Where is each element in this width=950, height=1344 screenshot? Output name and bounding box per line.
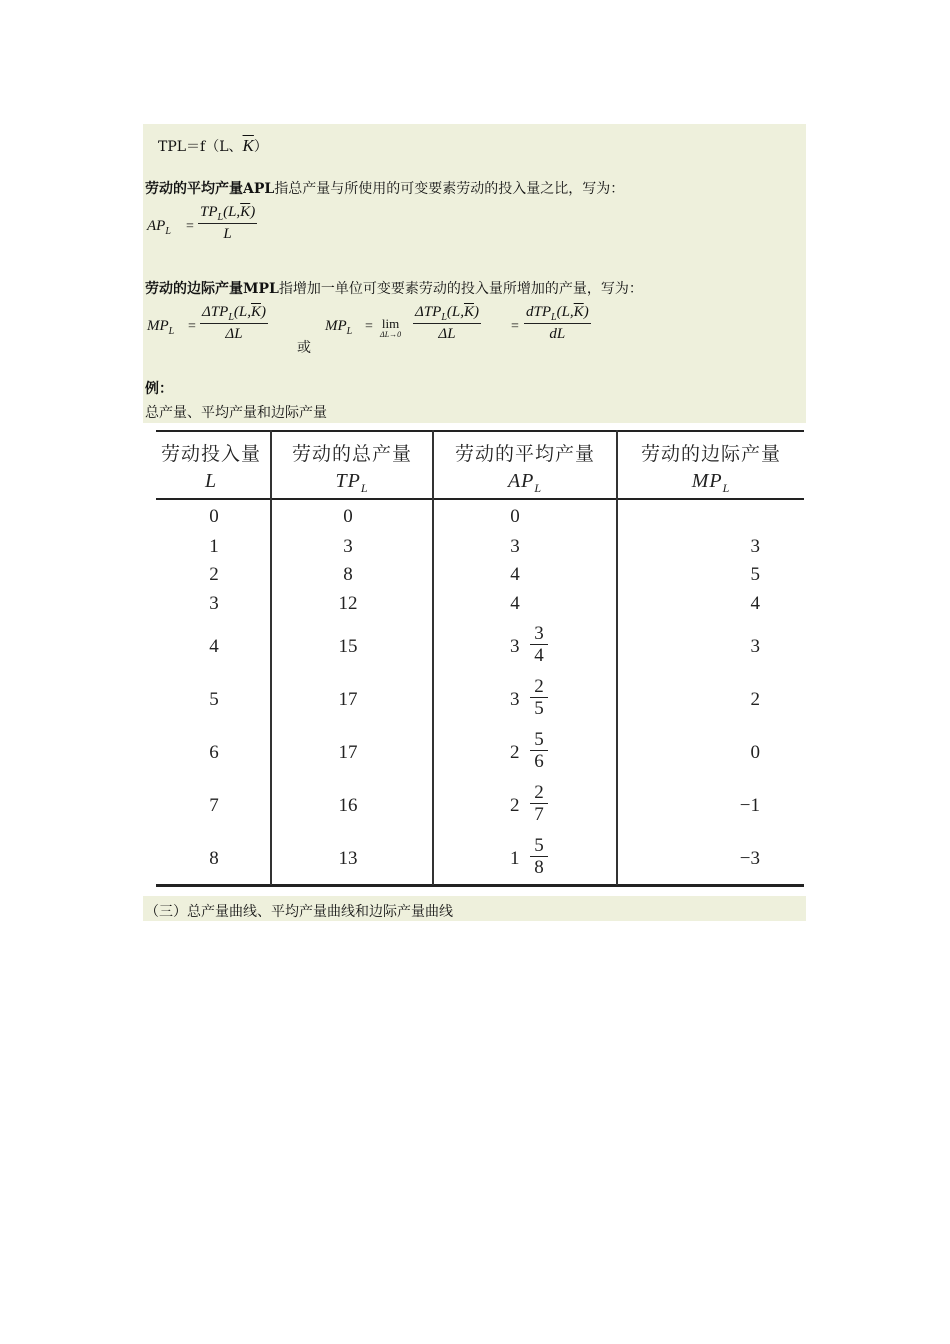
cell-ap-mixed-fraction: 3 3 4 bbox=[510, 624, 554, 670]
cell-mp: 3 bbox=[750, 536, 760, 557]
apl-fraction: $TP_L(L,\overline{K})$ L bbox=[200, 204, 256, 242]
cell-l: 2 bbox=[209, 564, 219, 585]
cell-ap: 4 bbox=[510, 564, 520, 585]
mpl-fraction: $\Delta TP_L(L,\overline{K})$ ΔL bbox=[202, 304, 266, 342]
cell-tp: 15 bbox=[338, 636, 358, 657]
cell-tp: 8 bbox=[343, 564, 353, 585]
cell-ap-mixed-fraction: 3 2 5 bbox=[510, 677, 554, 723]
apl-definition: 劳动的平均产量APL指总产量与所使用的可变要素劳动的投入量之比，写为： bbox=[145, 181, 625, 197]
cell-tp: 3 bbox=[343, 536, 353, 557]
equals-sign: = bbox=[365, 319, 373, 334]
cell-l: 1 bbox=[209, 536, 219, 557]
cell-ap-mixed-fraction: 1 5 8 bbox=[510, 836, 554, 882]
apl-formula-lhs: $AP_L$ bbox=[147, 218, 171, 237]
cell-mp: 0 bbox=[750, 742, 760, 763]
table-top-rule bbox=[156, 430, 804, 432]
table-caption: 总产量、平均产量和边际产量 bbox=[145, 405, 327, 421]
example-label: 例： bbox=[145, 381, 173, 397]
k-bar: $\overline{K}$ bbox=[242, 136, 254, 155]
cell-mp: 2 bbox=[750, 689, 760, 710]
column-divider bbox=[432, 430, 434, 885]
cell-ap-mixed-fraction: 2 5 6 bbox=[510, 730, 554, 776]
cell-l: 3 bbox=[209, 593, 219, 614]
mpl-limit-fraction: $\Delta TP_L(L,\overline{K})$ ΔL bbox=[415, 304, 479, 342]
cell-mp: 4 bbox=[750, 593, 760, 614]
header-mp: 劳动的边际产量 $MP_L$ bbox=[640, 443, 781, 495]
equals-sign: = bbox=[186, 219, 194, 234]
cell-mp: 5 bbox=[750, 564, 760, 585]
highlight-block bbox=[143, 124, 806, 423]
mpl-formula-lhs: $MP_L$ bbox=[147, 318, 175, 337]
cell-tp: 12 bbox=[338, 593, 358, 614]
cell-tp: 17 bbox=[338, 742, 358, 763]
mpl-derivative-fraction: $dTP_L(L,\overline{K})$ dL bbox=[526, 304, 589, 342]
cell-tp: 16 bbox=[338, 795, 358, 816]
cell-tp: 13 bbox=[338, 848, 358, 869]
cell-mp: −1 bbox=[739, 795, 760, 816]
header-l: 劳动投入量 L bbox=[160, 443, 261, 492]
cell-l: 0 bbox=[209, 506, 219, 527]
table-header-rule bbox=[156, 498, 804, 500]
equals-sign: = bbox=[511, 319, 519, 334]
production-table bbox=[150, 428, 806, 890]
cell-tp: 0 bbox=[343, 506, 353, 527]
cell-mp: −3 bbox=[739, 848, 760, 869]
cell-l: 5 bbox=[209, 689, 219, 710]
cell-mp: 3 bbox=[750, 636, 760, 657]
mpl-formula-lhs2: $MP_L$ bbox=[325, 318, 353, 337]
cell-ap: 0 bbox=[510, 506, 520, 527]
column-divider bbox=[616, 430, 618, 885]
cell-tp: 17 bbox=[338, 689, 358, 710]
header-ap: 劳动的平均产量 $AP_L$ bbox=[454, 443, 595, 495]
mpl-definition: 劳动的边际产量MPL指增加一单位可变要素劳动的投入量所增加的产量，写为： bbox=[145, 281, 643, 297]
cell-ap: 3 bbox=[510, 536, 520, 557]
equals-sign: = bbox=[188, 319, 196, 334]
table-bottom-rule bbox=[156, 884, 804, 887]
cell-ap: 4 bbox=[510, 593, 520, 614]
cell-l: 4 bbox=[209, 636, 219, 657]
cell-l: 8 bbox=[209, 848, 219, 869]
or-label: 或 bbox=[297, 340, 311, 356]
header-tp: 劳动的总产量 $TP_L$ bbox=[291, 443, 412, 495]
cell-ap-mixed-fraction: 2 2 7 bbox=[510, 783, 554, 829]
tpl-function-line: TPL＝f（L、$\overline{K}$） bbox=[158, 136, 268, 155]
cell-l: 6 bbox=[209, 742, 219, 763]
limit-operator: lim ΔL→0 bbox=[380, 316, 402, 339]
section-heading: （三）总产量曲线、平均产量曲线和边际产量曲线 bbox=[145, 904, 453, 920]
cell-l: 7 bbox=[209, 795, 219, 816]
column-divider bbox=[270, 430, 272, 885]
